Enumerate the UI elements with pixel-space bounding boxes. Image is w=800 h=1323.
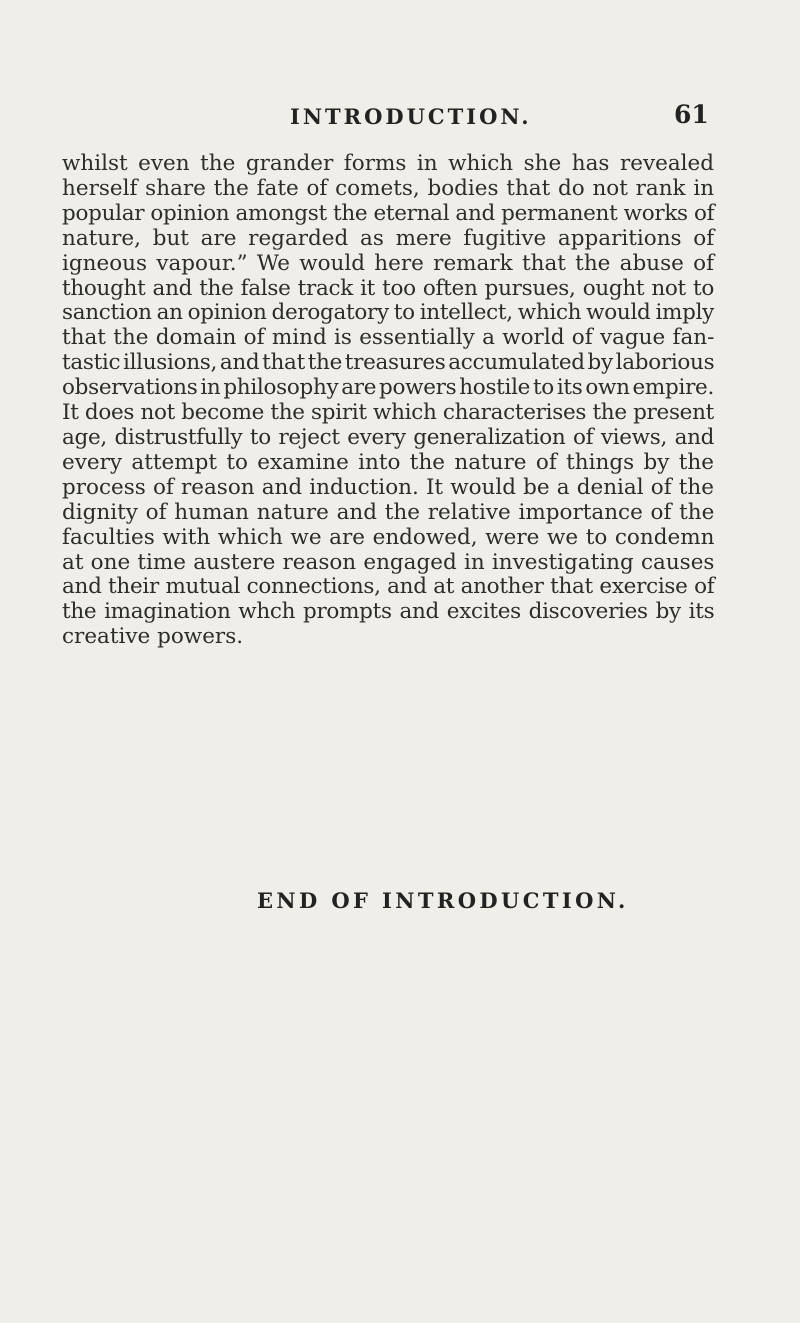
text-line: dignity of human nature and the relative importance of the	[62, 499, 715, 525]
text-line: sanction an opinion derogatory to intellect, which would imply	[62, 300, 714, 326]
text-line: that the domain of mind is essentially a world of vague fan-	[62, 325, 715, 351]
text-line: at one time austere reason engaged in investigating causes	[62, 549, 715, 575]
body-paragraph	[62, 152, 714, 650]
text-line: observations in philosophy are powers hostile to its own empire.	[62, 375, 714, 401]
text-line: creative powers.	[62, 624, 244, 650]
text-line: the imagination whch prompts and excites discoveries by its	[62, 599, 715, 625]
text-line: igneous vapour.” We would here remark that the abuse of	[62, 250, 715, 276]
text-line: faculties with which we are endowed, were we to condemn	[62, 524, 715, 550]
text-line: and their mutual connections, and at another that exercise of	[62, 574, 715, 600]
text-line: thought and the false track it too often pursues, ought not to	[62, 275, 714, 301]
running-head: INTRODUCTION.	[290, 104, 532, 129]
page-number: 61	[674, 100, 709, 129]
text-line: process of reason and induction. It would be a denial of the	[62, 474, 714, 500]
text-line: popular opinion amongst the eternal and permanent works of	[62, 200, 715, 226]
text-line: every attempt to examine into the nature of things by the	[62, 449, 714, 475]
text-line: herself share the fate of comets, bodies that do not rank in	[62, 175, 715, 201]
text-line: age, distrustfully to reject every generalization of views, and	[62, 424, 715, 450]
text-line: tastic illusions, and that the treasures accumulated by laborious	[62, 350, 715, 376]
text-line: It does not become the spirit which characterises the present	[62, 400, 714, 426]
end-of-introduction-heading: END OF INTRODUCTION.	[257, 888, 629, 913]
text-line: nature, but are regarded as mere fugitive apparitions of	[62, 225, 715, 251]
text-line: whilst even the grander forms in which she has revealed	[62, 151, 714, 176]
